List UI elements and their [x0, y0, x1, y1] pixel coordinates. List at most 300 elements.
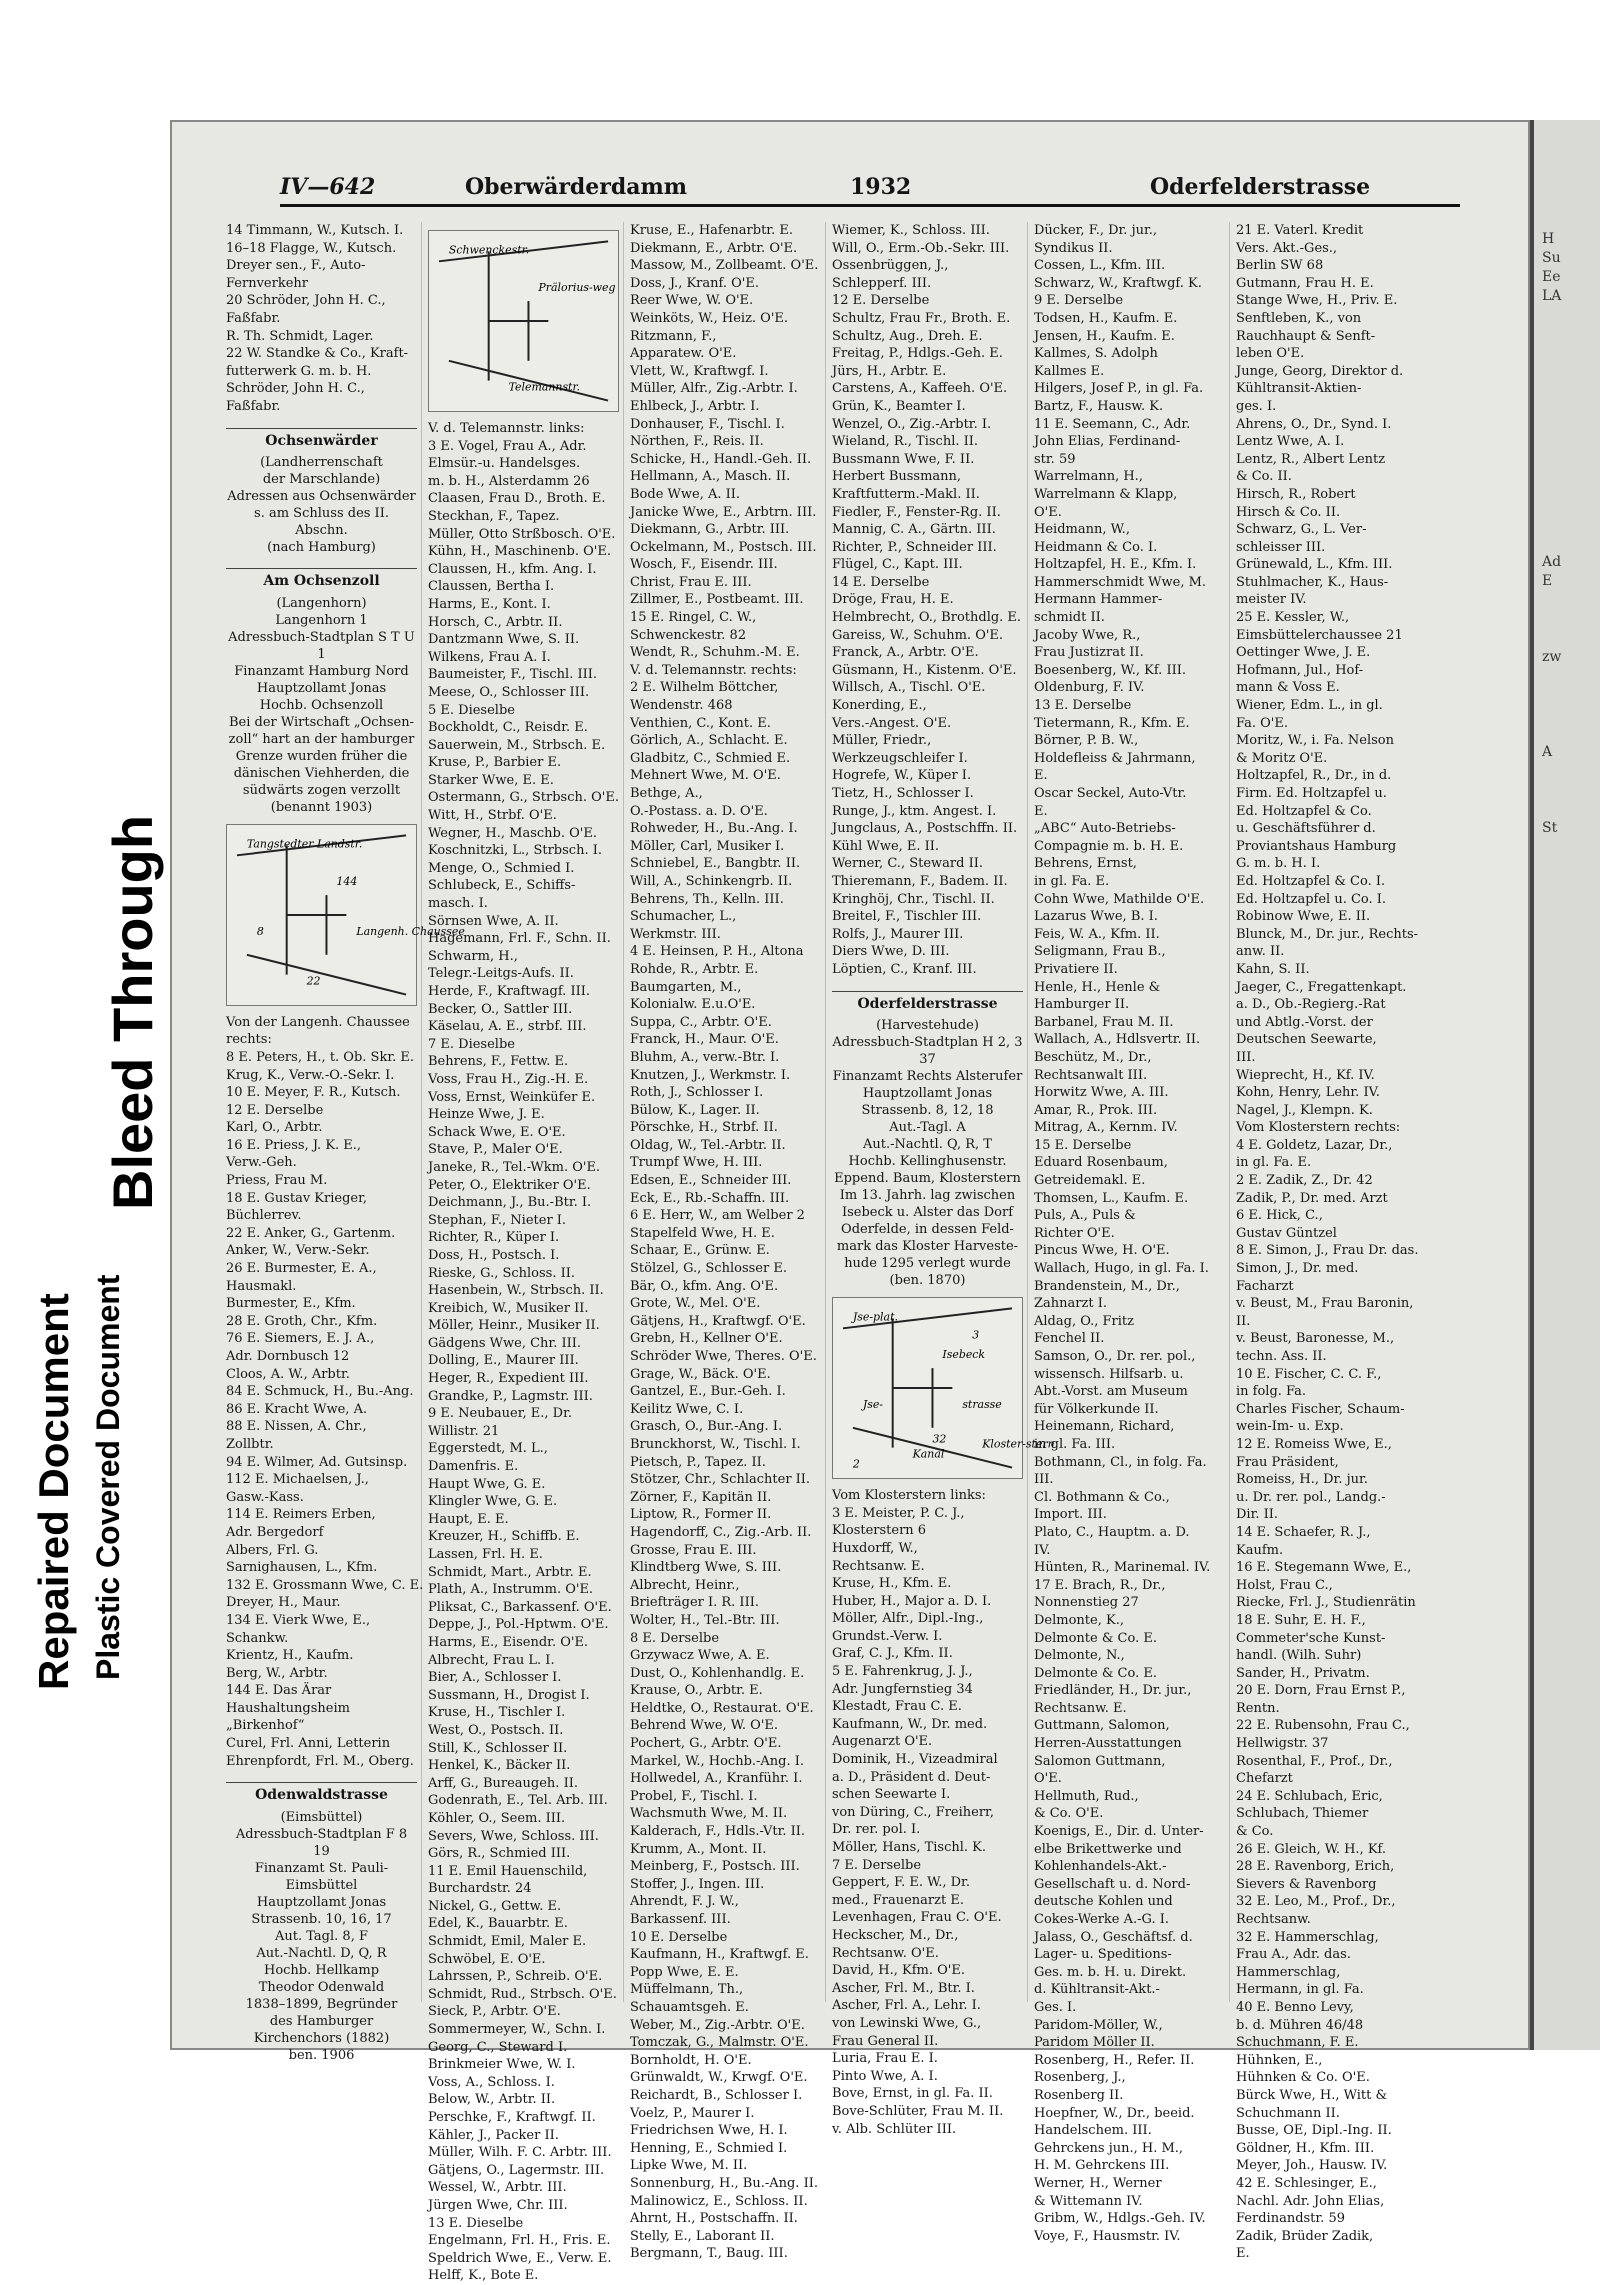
directory-entry: Börner, P. B. W., — [1034, 733, 1139, 749]
adjacent-page-entry — [1542, 515, 1602, 534]
directory-entry: Schröder, John H. C., — [226, 381, 365, 397]
plastic-covered-label: Plastic Covered Document — [90, 1274, 126, 1680]
directory-entry: Hünten, R., Marinemal. IV. — [1034, 1560, 1211, 1576]
directory-entry: in folg. Fa. — [1236, 1384, 1307, 1400]
directory-entry: Speldrich Wwe, E., Verw. E. — [428, 2250, 612, 2266]
directory-entry: Klindtberg Wwe, S. III. — [630, 1560, 782, 1576]
adjacent-page-entry — [1542, 534, 1602, 553]
map-label: Jse- — [862, 1398, 884, 1412]
directory-entry: 17 E. Brach, R., Dr., — [1034, 1577, 1166, 1593]
directory-entry: 7 E. Dieselbe — [428, 1036, 515, 1052]
directory-entry: 15 E. Ringel, C. W., — [630, 610, 757, 626]
directory-entry: u. Geschäftsführer d. — [1236, 821, 1376, 837]
directory-entry: Diekmann, G., Arbtr. III. — [630, 522, 790, 538]
directory-entry: v. Alb. Schlüter III. — [832, 2121, 957, 2137]
directory-entry: Kahn, S. II. — [1236, 961, 1310, 977]
directory-entry: Vers. Akt.-Ges., — [1236, 240, 1338, 256]
street-section-info: der Marschlande) — [262, 472, 381, 488]
street-section-info: (Landherrenschaft — [260, 455, 383, 471]
directory-entry: Pochert, G., Arbtr. O'E. — [630, 1736, 782, 1752]
street-section-info: Oderfelde, in dessen Feld- — [841, 1222, 1014, 1238]
directory-entry: 5 E. Dieselbe — [428, 702, 515, 718]
directory-entry: Rosenthal, F., Prof., Dr., — [1236, 1753, 1393, 1769]
directory-entry: in gl. Fa. E. — [1236, 1155, 1312, 1171]
directory-entry: Gantzel, E., Bur.-Geh. I. — [630, 1384, 786, 1400]
directory-entry: 8 E. Derselbe — [630, 1630, 720, 1646]
directory-entry: Helmbrecht, O., Brothdlg. E. — [832, 610, 1022, 626]
page-header — [280, 174, 1460, 207]
directory-entry: Koschnitzki, L., Strbsch. I. — [428, 843, 602, 859]
directory-entry: 40 E. Benno Levy, — [1236, 1999, 1354, 2015]
directory-entry: Barkassenf. III. — [630, 1912, 731, 1927]
directory-entry: Sonnenburg, H., Bu.-Ang. II. — [630, 2175, 818, 2191]
directory-entry: Below, W., Arbtr. II. — [428, 2092, 556, 2108]
adjacent-page-entry: zw — [1542, 649, 1562, 665]
directory-entry: Frau A., Adr. das. — [1236, 1947, 1351, 1963]
map-label: 32 — [932, 1432, 947, 1446]
adjacent-page-entry — [1542, 1104, 1602, 1123]
street-section-info: hude 1295 verlegt wurde — [844, 1256, 1011, 1272]
street-section-info: (Langenhorn) — [276, 595, 367, 611]
directory-entry: 15 E. Derselbe — [1034, 1137, 1132, 1153]
directory-entry: Schwöbel, E. O'E. — [428, 1951, 546, 1967]
directory-entry: Hollwedel, A., Kranführ. I. — [630, 1771, 803, 1787]
directory-entry: Möller, Hans, Tischl. K. — [832, 1840, 987, 1855]
directory-entry: Salomon Guttmann, — [1034, 1753, 1166, 1769]
directory-entry: Tietz, H., Schlosser I. — [832, 786, 974, 801]
street-section-title: Am Ochsenzoll — [226, 568, 417, 591]
directory-entry: Stelly, E., Laborant II. — [630, 2228, 775, 2244]
directory-entry: Brinkmeier Wwe, W. I. — [428, 2057, 576, 2073]
directory-entry: Schröder Wwe, Theres. O'E. — [630, 1349, 817, 1364]
directory-entry: Heldtke, O., Restaurat. O'E. — [630, 1700, 814, 1716]
directory-entry: Feis, W. A., Kfm. II. — [1034, 926, 1160, 942]
directory-entry: Behrens, F., Fettw. E. — [428, 1054, 569, 1070]
directory-entry: Grebn, H., Kellner O'E. — [630, 1331, 783, 1347]
directory-entry: a. D., Ob.-Regierg.-Rat — [1236, 997, 1386, 1013]
street-section-info: zoll“ hart an der hamburger — [228, 731, 415, 747]
directory-entry: schen Seewarte I. — [832, 1787, 951, 1803]
adjacent-page-entry — [1542, 952, 1602, 971]
directory-entry: O'E. — [1034, 1771, 1062, 1787]
directory-entry: Zörner, F., Kapitän II. — [630, 1489, 772, 1505]
directory-entry: Puls, A., Puls & — [1034, 1208, 1136, 1224]
directory-page — [170, 120, 1530, 2284]
directory-entry: v. Beust, Baronesse, M., — [1236, 1331, 1395, 1347]
directory-entry: Käselau, A. E., strbf. III. — [428, 1019, 587, 1035]
directory-entry: Bürck Wwe, H., Witt & — [1236, 2087, 1388, 2103]
directory-entry: Kolonialw. E.u.O'E. — [630, 997, 756, 1013]
directory-entry: 8 E. Peters, H., t. Ob. Skr. E. — [226, 1049, 415, 1065]
right-street-name: Oderfelderstrasse — [1150, 174, 1371, 200]
directory-entry: Trumpf Wwe, H. III. — [630, 1155, 763, 1171]
street-section-info: Finanzamt Rechts Alsterufer — [832, 1069, 1023, 1085]
directory-entry: Bülow, K., Lager. II. — [630, 1102, 760, 1118]
directory-entry: Wessel, W., Arbtr. III. — [428, 2180, 567, 2196]
directory-entry: Import. III. — [1034, 1507, 1107, 1523]
directory-entry: Hagemann, Frl. F., Schn. II. — [428, 931, 611, 947]
directory-entry: 9 E. Derselbe — [1034, 293, 1124, 309]
directory-entry: 13 E. Derselbe — [1034, 698, 1132, 714]
directory-entry: Klingler Wwe, G. E. — [428, 1494, 558, 1510]
directory-entry: Hermann, in gl. Fa. — [1236, 1982, 1364, 1998]
directory-entry: Apparatew. O'E. — [630, 346, 737, 362]
adjacent-page-entry — [1542, 496, 1602, 515]
directory-entry: Blunck, M., Dr. jur., Rechts- — [1236, 926, 1419, 942]
map-label: 8 — [256, 924, 264, 938]
directory-entry: Albers, Frl. G. — [226, 1542, 319, 1558]
directory-entry: Henning, E., Schmied I. — [630, 2140, 788, 2156]
directory-entry: Heidmann, W., — [1034, 522, 1130, 538]
directory-entry: Kohlenhandels-Akt.- — [1034, 1859, 1167, 1875]
directory-entry: Helff, K., Bote E. — [428, 2268, 539, 2284]
adjacent-page-entry — [1542, 363, 1602, 382]
directory-entry: Gareiss, W., Schuhm. O'E. — [832, 627, 1004, 643]
adjacent-page-entry — [1542, 1408, 1602, 1427]
street-section-info: Isebeck u. Alster das Dorf — [841, 1205, 1014, 1221]
adjacent-page-text — [1542, 230, 1602, 1522]
directory-entry: Tomczak, G., Malmstr. O'E. — [630, 2035, 809, 2051]
directory-entry: Werkzeugschleifer I. — [832, 750, 968, 766]
directory-entry: E. — [1236, 2246, 1250, 2262]
directory-entry: & Moritz O'E. — [1236, 750, 1328, 766]
adjacent-page-entry — [1542, 1465, 1602, 1484]
adjacent-page-entry — [1542, 1180, 1602, 1199]
directory-entry: Briefträger I. R. III. — [630, 1595, 759, 1611]
map-label: Kanal — [912, 1447, 945, 1461]
directory-entry: Koenigs, E., Dir. d. Unter- — [1034, 1824, 1204, 1840]
adjacent-page-entry — [1542, 420, 1602, 439]
directory-entry: Hasenbein, W., Strbsch. II. — [428, 1283, 604, 1299]
directory-entry: Kruse, P., Barbier E. — [428, 755, 562, 771]
directory-entry: Burchardstr. 24 — [428, 1881, 532, 1897]
directory-entry: Hamburger II. — [1034, 997, 1130, 1013]
adjacent-page-entry — [1542, 1313, 1602, 1332]
directory-entry: Jalass, O., Geschäftsf. d. — [1034, 1929, 1193, 1945]
directory-entry: Engelmann, Frl. H., Fris. E. — [428, 2233, 611, 2249]
directory-entry: Gätjens, O., Lagermstr. III. — [428, 2162, 605, 2178]
directory-entry: Herde, F., Kraftwagf. III. — [428, 984, 590, 999]
directory-entry: Sörnsen Wwe, A. II. — [428, 913, 559, 929]
directory-entry: Will, A., Schinkengrb. II. — [630, 873, 793, 889]
directory-entry: Richter, P., Schneider III. — [832, 539, 997, 555]
directory-entry: Stephan, F., Nieter I. — [428, 1212, 567, 1228]
directory-entry: Schmidt, Rud., Strbsch. O'E. — [428, 1986, 617, 2002]
directory-entry: Arff, G., Bureaugeh. II. — [428, 1775, 578, 1791]
directory-entry: 2 E. Wilhelm Böttcher, — [630, 680, 779, 696]
map-label: 3 — [972, 1328, 980, 1342]
directory-entry: 6 E. Herr, W., am Welber 2 — [630, 1208, 805, 1224]
directory-entry: 14 E. Schaefer, R. J., — [1236, 1524, 1371, 1540]
directory-entry: Bergmann, T., Baug. III. — [630, 2246, 788, 2262]
street-section-info: Strassenb. 10, 16, 17 — [251, 1911, 392, 1927]
directory-entry: „Birkenhof“ — [226, 1718, 305, 1734]
directory-entry: Geppert, F. E. W., Dr. — [832, 1875, 970, 1891]
map-street-line — [247, 955, 406, 995]
directory-entry: Zadik, Brüder Zadik, — [1236, 2228, 1374, 2244]
directory-entry: Fenchel II. — [1034, 1331, 1105, 1347]
directory-entry: 132 E. Grossmann Wwe, C. E. — [226, 1577, 424, 1593]
directory-entry: Hofmann, Jul., Hof- — [1236, 662, 1364, 678]
adjacent-page-entry — [1542, 458, 1602, 477]
directory-entry: 12 E. Derselbe — [832, 293, 930, 309]
directory-entry: Schwarz, G., L. Ver- — [1236, 522, 1367, 538]
directory-entry: Rechtsanw. — [1236, 1912, 1311, 1927]
directory-entry: Franck, H., Maur. O'E. — [630, 1032, 779, 1048]
directory-entry: Schack Wwe, E. O'E. — [428, 1124, 566, 1140]
directory-entry: Bier, A., Schlosser I. — [428, 1670, 562, 1686]
directory-entry: Dücker, F., Dr. jur., — [1034, 223, 1158, 238]
directory-entry: 16 E. Priess, J. K. E., — [226, 1137, 362, 1153]
street-section-info: Im 13. Jahrh. lag zwischen — [839, 1188, 1016, 1204]
directory-entry: Getreidemakl. E. — [1034, 1173, 1146, 1189]
directory-entry: Nagel, J., Klempn. K. — [1236, 1102, 1373, 1118]
directory-entry: Ossenbrüggen, J., — [832, 258, 949, 274]
directory-entry: Vom Klosterstern rechts: — [1236, 1120, 1401, 1136]
directory-entry: Delmonte, N., — [1034, 1648, 1125, 1664]
directory-entry: Krause, O., Arbtr. E. — [630, 1683, 763, 1699]
directory-entry: Grün, K., Beamter I. — [832, 398, 966, 414]
directory-entry: Stölzel, G., Schlosser E. — [630, 1261, 787, 1277]
adjacent-page-entry — [1542, 1275, 1602, 1294]
street-section-info: Adressbuch-Stadtplan S T U 1 — [228, 629, 415, 662]
directory-entry: Dolling, E., Maurer III. — [428, 1353, 579, 1369]
directory-entry: Boesenberg, W., Kf. III. — [1034, 662, 1186, 678]
street-map-sketch — [428, 230, 619, 412]
directory-entry: 22 E. Anker, G., Gartenm. — [226, 1225, 396, 1241]
street-section-info: Aut.-Nachtl. D, Q, R — [256, 1945, 387, 1961]
directory-entry: Thieremann, F., Badem. II. — [832, 873, 1008, 889]
directory-entry: Schwarz, W., Kraftwgf. K. — [1034, 275, 1202, 291]
directory-entry: Wiener, Edm. L., in gl. — [1236, 698, 1383, 714]
map-label: strasse — [962, 1398, 1002, 1412]
adjacent-page-entry — [1542, 724, 1602, 743]
directory-entry: Von der Langenh. Chaussee — [226, 1014, 410, 1030]
directory-entry: Rechtsanw. E. — [832, 1558, 925, 1574]
directory-entry: Becker, O., Sattler III. — [428, 1001, 573, 1017]
street-section-info: Grenze wurden früher die — [235, 748, 408, 764]
directory-entry: Pincus Wwe, H. O'E. — [1034, 1243, 1170, 1259]
directory-entry: Löptien, C., Kranf. III. — [832, 961, 977, 977]
directory-entry: Hirsch, R., Robert — [1236, 486, 1356, 502]
directory-entry: Richter, R., Küper I. — [428, 1230, 560, 1246]
adjacent-page-entry — [1542, 857, 1602, 876]
directory-entry: Friedländer, H., Dr. jur., — [1034, 1683, 1192, 1699]
directory-entry: 14 Timmann, W., Kutsch. I. — [226, 223, 404, 238]
street-section-info: Aut. Tagl. 8, F — [275, 1928, 368, 1944]
directory-entry: Müffelmann, Th., — [630, 1982, 744, 1998]
directory-entry: Sarnighausen, L., Kfm. — [226, 1560, 378, 1576]
directory-entry: Frau Präsident, — [1236, 1454, 1339, 1470]
directory-entry: Verw.-Geh. — [226, 1155, 297, 1171]
directory-entry: Ed. Holtzapfel & Co. — [1236, 803, 1372, 819]
directory-entry: Richter O'E. — [1034, 1225, 1115, 1241]
directory-entry: Schlubach, Thiemer — [1236, 1806, 1369, 1822]
column-6 — [1232, 222, 1472, 2262]
directory-entry: Abt.-Vorst. am Museum — [1034, 1384, 1188, 1400]
directory-entry: Vlett, W., Kraftwgf. I. — [630, 363, 769, 379]
directory-entry: m. b. H., Alsterdamm 26 — [428, 473, 590, 489]
directory-entry: Ascher, Frl. M., Btr. I. — [832, 1980, 975, 1996]
directory-entry: Grage, W., Bäck. O'E. — [630, 1366, 771, 1382]
adjacent-page-entry — [1542, 439, 1602, 458]
directory-entry: Plato, C., Hauptm. a. D. — [1034, 1524, 1190, 1540]
adjacent-page-entry — [1542, 325, 1602, 344]
directory-entry: Hogrefe, W., Küper I. — [832, 768, 972, 784]
directory-entry: Mannig, C. A., Gärtn. III. — [832, 522, 996, 538]
map-label: 2 — [852, 1457, 860, 1471]
directory-entry: Menge, O., Schmied I. — [428, 860, 575, 876]
directory-entry: Köhler, O., Seem. III. — [428, 1810, 566, 1826]
adjacent-page-entry — [1542, 1351, 1602, 1370]
directory-entry: Markel, W., Hochb.-Ang. I. — [630, 1753, 805, 1769]
directory-entry: Albrecht, Heinr., — [630, 1577, 740, 1593]
directory-entry: 114 E. Reimers Erben, — [226, 1507, 376, 1523]
column-3 — [626, 222, 826, 2262]
directory-entry: Wallach, Hugo, in gl. Fa. I. — [1034, 1261, 1209, 1277]
directory-entry: Keilitz Wwe, C. I. — [630, 1401, 744, 1417]
directory-entry: Gustav Güntzel — [1236, 1225, 1337, 1241]
directory-entry: Doss, H., Postsch. I. — [428, 1247, 560, 1263]
directory-entry: Gätjens, H., Kraftwgf. O'E. — [630, 1313, 806, 1329]
street-section-info: mark das Kloster Harveste- — [836, 1239, 1019, 1255]
directory-entry: Müller, Alfr., Zig.-Arbtr. I. — [630, 381, 798, 397]
directory-entry: Möller, Heinr., Musiker II. — [428, 1318, 600, 1334]
adjacent-page-entry: St — [1542, 820, 1558, 836]
directory-entry: Kraftfutterm.-Makl. II. — [832, 486, 980, 502]
street-section-info: Hauptzollamt Jonas — [862, 1086, 993, 1102]
adjacent-page-entry — [1542, 876, 1602, 895]
directory-entry: Probel, F., Tischl. I. — [630, 1788, 758, 1804]
directory-entry: Delmonte & Co. E. — [1034, 1630, 1157, 1646]
street-section-info: s. am Schluss des II. Abschn. — [254, 506, 389, 539]
directory-entry: 10 E. Fischer, C. C. F., — [1236, 1366, 1382, 1382]
annotation-labels — [0, 0, 170, 2177]
directory-entry: Lipke Wwe, M. II. — [630, 2158, 748, 2174]
directory-entry: Holtzapfel, R., Dr., in d. — [1236, 768, 1392, 784]
directory-entry: Dröge, Frau, H. E. — [832, 592, 954, 608]
street-section-info: Bei der Wirtschaft „Ochsen- — [228, 714, 415, 730]
directory-entry: leben O'E. — [1236, 346, 1305, 362]
directory-entry: Ahrendt, F. J. W., — [630, 1894, 739, 1910]
street-section-info: Adressbuch-Stadtplan F 8 — [235, 1826, 408, 1842]
directory-entry: Görs, R., Schmied III. — [428, 1846, 571, 1862]
directory-entry: Wiemer, K., Schloss. III. — [832, 223, 990, 238]
directory-entry: Berg, W., Arbtr. — [226, 1665, 328, 1681]
directory-entry: Claasen, Frau D., Broth. E. — [428, 491, 606, 507]
directory-entry: Moritz, W., i. Fa. Nelson — [1236, 733, 1395, 749]
directory-entry: Priess, Frau M. — [226, 1173, 328, 1189]
directory-entry: Warrelmann, H., — [1034, 469, 1143, 485]
directory-entry: mann & Voss E. — [1236, 680, 1340, 696]
adjacent-page-entry — [1542, 401, 1602, 420]
directory-entry: Oldag, W., Tel.-Arbtr. II. — [630, 1137, 786, 1153]
map-label: Tangstedter Landstr. — [246, 837, 363, 851]
directory-entry: 28 E. Groth, Chr., Kfm. — [226, 1313, 378, 1329]
directory-entry: Schmidt, Mart., Arbtr. E. — [428, 1564, 592, 1580]
directory-entry: Cl. Bothmann & Co., — [1034, 1489, 1170, 1505]
adjacent-page-entry — [1542, 1199, 1602, 1218]
directory-entry: Grote, W., Mel. O'E. — [630, 1296, 761, 1312]
directory-entry: Firm. Ed. Holtzapfel u. — [1236, 786, 1387, 801]
street-section-info: 19 — [313, 1843, 330, 1859]
directory-entry: Müller, Wilh. F. C. Arbtr. III. — [428, 2145, 612, 2161]
directory-entry: Fernverkehr — [226, 275, 308, 291]
directory-entry: Stave, P., Maler O'E. — [428, 1142, 563, 1158]
map-label: Kloster-stern — [982, 1437, 1055, 1451]
directory-entry: Augenarzt O'E. — [832, 1734, 933, 1750]
directory-entry: Claussen, Bertha I. — [428, 579, 555, 595]
directory-entry: Heinemann, Richard, — [1034, 1419, 1175, 1435]
directory-entry: Busse, OE, Dipl.-Ing. II. — [1236, 2123, 1392, 2139]
directory-entry: Knutzen, J., Werkmstr. I. — [630, 1067, 791, 1083]
directory-entry: & Co. O'E. — [1034, 1806, 1104, 1822]
directory-entry: Handelschem. III. — [1034, 2123, 1152, 2139]
directory-entry: Eck, E., Rb.-Schaffn. III. — [630, 1190, 790, 1206]
street-section-info: (Harvestehude) — [876, 1018, 979, 1034]
directory-entry: Paridom-Möller, W., — [1034, 2017, 1163, 2033]
adjacent-page-entry — [1542, 306, 1602, 325]
directory-entry: Delmonte & Co. E. — [1034, 1665, 1157, 1681]
directory-entry: elbe Brikettwerke und — [1034, 1841, 1182, 1857]
adjacent-page-entry — [1542, 914, 1602, 933]
directory-entry: Popp Wwe, E. E. — [630, 1964, 739, 1980]
directory-entry: Ges. I. — [1034, 1999, 1077, 2015]
directory-entry: Amar, R., Prok. III. — [1034, 1102, 1158, 1118]
directory-entry: Barbanel, Frau M. II. — [1034, 1014, 1174, 1030]
directory-entry: Stuhlmacher, K., Haus- — [1236, 574, 1389, 590]
directory-entry: Georg, C., Steward I. — [428, 2039, 568, 2055]
street-section-info: (ben. 1870) — [889, 1273, 966, 1289]
directory-entry: Brunckhorst, W., Tischl. I. — [630, 1436, 801, 1452]
directory-entry: Konerding, E., — [832, 698, 927, 714]
adjacent-page-entry — [1542, 1047, 1602, 1066]
directory-entry: Haupt, E. E. — [428, 1511, 509, 1527]
directory-entry: Holst, Frau C., — [1236, 1577, 1333, 1593]
directory-entry: Horsch, C., Arbtr. II. — [428, 614, 563, 630]
directory-entry: Haushaltungsheim — [226, 1700, 350, 1716]
directory-entry: Behrens, Ernst, — [1034, 856, 1137, 872]
directory-entry: Bär, O., kfm. Ang. O'E. — [630, 1278, 779, 1294]
directory-entry: E. — [1034, 768, 1048, 784]
directory-entry: Schlepperf. III. — [832, 275, 932, 291]
map-label: 144 — [336, 874, 358, 888]
directory-entry: Fa. O'E. — [1236, 715, 1289, 731]
directory-entry: Paridom Möller II. — [1034, 2035, 1155, 2051]
directory-entry: Göldner, H., Kfm. III. — [1236, 2140, 1375, 2156]
directory-entry: Gasw.-Kass. — [226, 1489, 304, 1505]
directory-entry: Schankw. — [226, 1630, 289, 1646]
directory-entry: Warrelmann & Klapp, — [1034, 486, 1178, 502]
adjacent-page-entry: E — [1542, 573, 1553, 589]
adjacent-page-entry: LA — [1542, 288, 1562, 304]
directory-entry: West, O., Postsch. II. — [428, 1722, 564, 1738]
directory-entry: Wachsmuth Wwe, M. II. — [630, 1806, 788, 1822]
adjacent-page-entry — [1542, 800, 1602, 819]
adjacent-page-entry — [1542, 1237, 1602, 1256]
directory-entry: 8 E. Simon, J., Frau Dr. das. — [1236, 1243, 1419, 1259]
adjacent-page-entry — [1542, 1332, 1602, 1351]
directory-entry: Hilgers, Josef P., in gl. Fa. — [1034, 381, 1204, 397]
directory-entry: Gutmann, Frau H. E. — [1236, 275, 1374, 291]
directory-entry: Rauchhaupt & Senft- — [1236, 328, 1376, 344]
directory-entry: Schmidt, Emil, Maler E. — [428, 1934, 587, 1950]
directory-entry: Peter, O., Elektriker O'E. — [428, 1177, 591, 1193]
directory-entry: Levenhagen, Frau C. O'E. — [832, 1910, 1002, 1926]
directory-entry: Müller, Otto Strßbosch. O'E. — [428, 526, 616, 542]
adjacent-page-entry — [1542, 1066, 1602, 1085]
street-section-info: ben. 1906 — [288, 2047, 355, 2063]
